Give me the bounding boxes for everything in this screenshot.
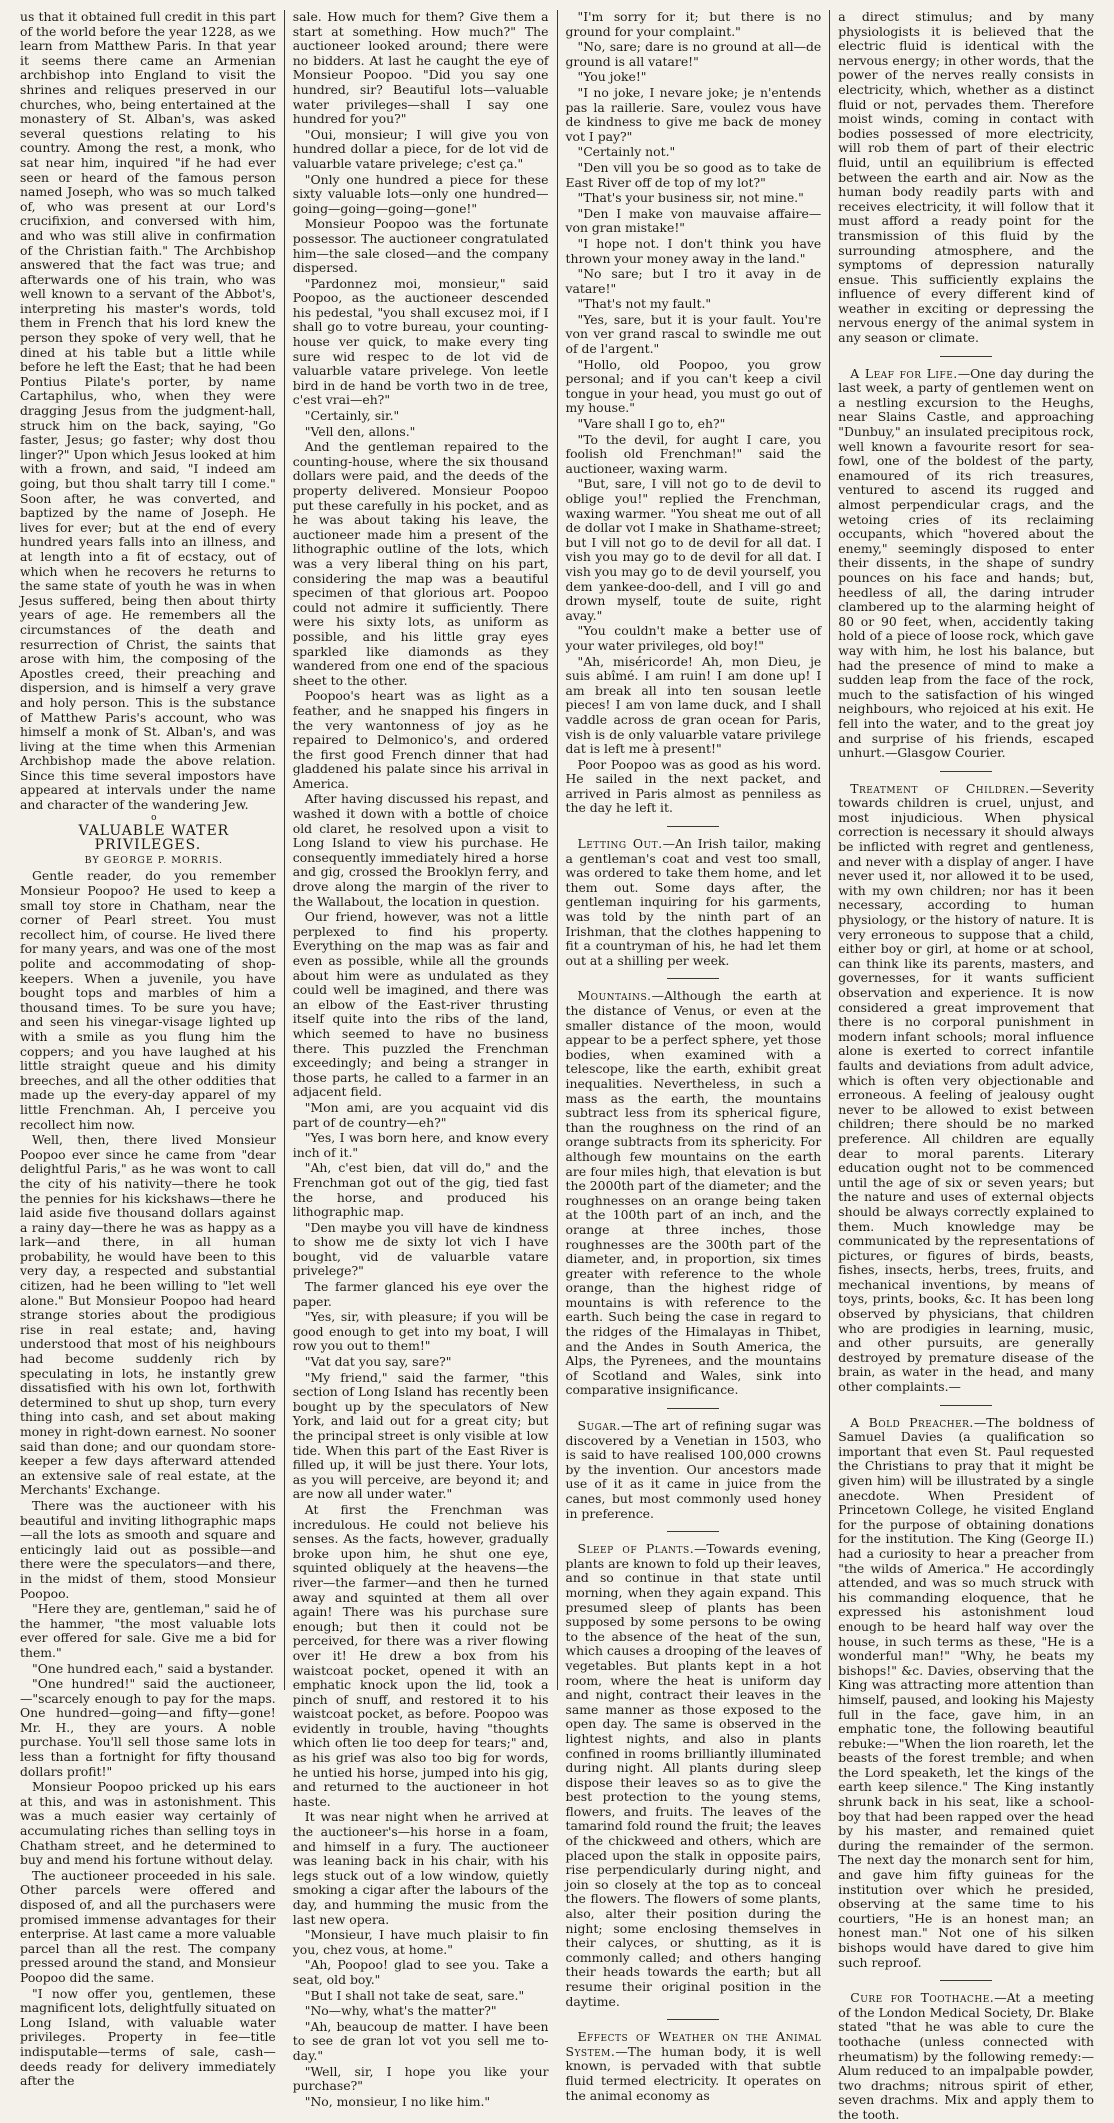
item-body: —The human body, it is well known, is pervaded with that subtle fluid termed electricity. It operates on the animal economy as xyxy=(565,2043,822,2103)
paragraph: sale. How much for them? Give them a start at something. How much?" The auctioneer looked around; there were no bidders. At last he caught the eye of Monsieur Poopoo. "Did you say one hundred, sir? Beautiful lots—valuable water privileges—shall I say one hundred for you?" xyxy=(292,9,549,127)
item-heading: Letting Out. xyxy=(577,836,663,852)
paragraph: "Ah, beaucoup de matter. I have been to see de gran lot vot you sell me to-day." xyxy=(292,2018,549,2063)
paragraph: "Oui, monsieur; I will give you von hundred dollar a piece, for de lot vid de valuarble vatare privelege; c'est ça." xyxy=(292,126,549,171)
item-divider xyxy=(940,1980,992,1981)
item-body: —Although the earth at the distance of Venus, or even at the smaller distance of the moon, would appear to be a perfect sphere, yet those bodies, when examined with a telescope, like the earth, exhibit great inequalities. Nevertheless, in such a mass as the earth, the mountains subtract less from its spherical figure, than the roughness on the rind of an orange subtracts from its sphericity. For although few mountains on the earth are four miles high, that elevation is but the 2000th part of the diameter; and the roughnesses on an orange being taken at the 100th part of an inch, and the orange at three inches, those roughnesses are the 300th part of the diameter, and, in proportion, six times greater with reference to the whole orange, than the highest ridge of mountains is with reference to the earth. Such being the case in regard to the ridges of the Himalayas in Thibet, and the Andes in South America, the Alps, the Pyrenees, and the mountains of Scotland and Wales, sink into comparative insignificance. xyxy=(565,988,822,1398)
paragraph: At first the Frenchman was incredulous. He could not believe his senses. As the facts, however, gradually broke upon him, he shut one eye, squinted obliquely at the heavens—the river—the farmer—and then he turned away and squinted at them all over again! There was his purchase sure enough; but then it could not be perceived, for there was a river flowing over it! He drew a box from his waistcoat pocket, opened it with an emphatic knock upon the lid, took a pinch of snuff, and restored it to his waistcoat pocket, as before. Poopoo was evidently in trouble, having "thoughts which often lie too deep for tears;" and, as his grief was also too big for words, he untied his horse, jumped into his gig, and returned to the auctioneer in hot haste. xyxy=(292,1501,549,1809)
paragraph: Well, then, there lived Monsieur Poopoo ever since he came from "dear delightful Paris," as he was wont to call the city of his nativity—there he took the pennies for his kickshaws—there he laid aside five thousand dollars against a rainy day—there he was as happy as a lark—and there, in all human probability, he would have been to this very day, a respected and substantial citizen, had he been willing to "let well alone." But Monsieur Poopoo had heard strange stories about the prodigious rise in real estate; and, having understood that most of his neighbours had become suddenly rich by speculating in lots, he instantly grew dissatisfied with his own lot, forthwith determined to shut up shop, turn every thing into cash, and set about making money in right-down earnest. No sooner said than done; and our quondam store-keeper a few days afterward attended an extensive sale of real estate, at the Merchants' Exchange. xyxy=(20,1132,276,1498)
paragraph: "I now offer you, gentlemen, these magnificent lots, delightfully situated on Long Island, with valuable water privileges. Property in fee—title indisputable—terms of sale, cash—deeds ready for delivery immediately after the xyxy=(20,1985,276,2089)
news-item-treatment-of-children xyxy=(838,782,1094,1395)
paragraph: Monsieur Poopoo pricked up his ears at this, and was in astonishment. This was a much easier way certainly of accumulating riches than selling toys in Chatham street, and he determined to buy and mend his fortune without delay. xyxy=(20,1779,276,1868)
paragraph: "I no joke, I nevare joke; je n'entends pas la raillerie. Sare, voulez vous have de kindness to give me back de money vot I pay?" xyxy=(565,84,822,144)
column-4 xyxy=(829,9,1102,2122)
item-heading: Sleep of Plants. xyxy=(577,1541,695,1557)
news-item-mountains xyxy=(566,989,822,1398)
item-divider xyxy=(667,1408,719,1409)
item-body: —The boldness of Samuel Davies (a qualification so important that even St. Paul requested the Christians to pray that it might be given him) will be illustrated by a single anecdote. When President of Princetown College, he visited England for the purpose of obtaining donations for the institution. The King (George II.) had a curiosity to hear a preacher from "the wilds of America." He accordingly attended, and was so much struck with his commanding eloquence, that he expressed his astonishment loud enough to be heard half way over the house, in such terms as these, "He is a wonderful man!" "Why, he beats my bishops!" &c. Davies, observing that the King was attracting more attention than himself, paused, and looking his Majesty full in the face, gave him, in an emphatic tone, the following beautiful rebuke:—"When the lion roareth, let the beasts of the forest tremble; and when the Lord speaketh, let the kings of the earth keep silence." The King instantly shrunk back in his seat, like a school-boy that had been rapped over the head by his master, and remained quiet during the remainder of the sermon. The next day the monarch sent for him, and gave him fifty guineas for the institution over which he presided, observing at the same time to his courtiers, "He is an honest man; an honest man." Not one of his silken bishops would have dared to give him such reproof. xyxy=(838,1414,1094,1970)
paragraph: "One hundred each," said a bystander. xyxy=(32,1660,274,1676)
paragraph: The farmer glanced his eye over the paper. xyxy=(292,1279,549,1309)
item-body: —Severity towards children is cruel, unjust, and most injudicious. When physical correction is necessary it should always be inflicted with regret and gentleness, and never with a display of anger. I have never used it, nor allowed it to be used, with my own children; nor has it been necessary, according to human physiology, or the history of nature. It is very erroneous to suppose that a child, either boy or girl, at home or at school, can think like its parents, masters, and governesses, for it wants sufficient observation and experience. It is now considered a great improvement that there is no corporal punishment in modern infant schools; moral influence alone is exerted to correct infantile faults and deviations from adult advice, which is often very objectionable and erroneous. A feeling of jealousy ought never to be allowed to exist between children; there should be no marked preference. All children are equally dear to moral parents. Literary education ought not to be commenced until the age of six or seven years; but the nature and uses of external objects should be always correctly explained to them. Much knowledge may be communicated by the representations of pictures, or figures of birds, beasts, fishes, insects, herbs, trees, fruits, and mechanical inventions, by means of toys, prints, books, &c. It has been long observed by physicians, that children who are prodigies in learning, music, and other pursuits, are generally destroyed by premature disease of the brain, as water in the head, and many other complaints.— xyxy=(838,780,1094,1395)
paragraph: "Monsieur, I have much plaisir to fin you, chez vous, at home." xyxy=(292,1927,549,1957)
paragraph: The auctioneer proceeded in his sale. Other parcels were offered and disposed of, and all the purchasers were promised immense advantages for their enterprise. At last came a more valuable parcel than all the rest. The company pressed around the stand, and Monsieur Poopoo did the same. xyxy=(20,1867,276,1985)
column-2 xyxy=(284,9,557,2109)
paragraph: "No sare; but I tro it avay in de vatare!" xyxy=(565,266,822,296)
item-divider xyxy=(667,826,719,827)
item-divider xyxy=(667,978,719,979)
paragraph: "Yes, sare, but it is your fault. You're von ver grand rascal to swindle me out of de l'argent." xyxy=(565,311,822,357)
paragraph: "Mon ami, are you acquaint vid dis part of de country—eh?" xyxy=(292,1099,549,1130)
paragraph: "But, sare, I vill not go to de devil to oblige you!" replied the Frenchman, waxing warmer. "You sheat me out of all de dollar vot I make in Shathame-street; but I vill not go to de devil for all dat. I vish you may go to de devil for all dat. I vish you may go to de devil yourself, you dem yankee-doo-dell, and I vill go and drown myself, toute de suite, right avay." xyxy=(565,476,822,623)
item-divider xyxy=(940,356,992,357)
news-item-sugar xyxy=(566,1419,822,1521)
item-body: —The art of refining sugar was discovered by a Venetian in 1503, who is said to have realised 100,000 crowns by the invention. Our ancestors made use of it as it came in juice from the canes, but most commonly used honey in preference. xyxy=(565,1418,822,1521)
paragraph: "That's not my fault." xyxy=(577,296,712,312)
item-heading: Sugar. xyxy=(577,1418,621,1434)
item-heading: A Leaf for Life. xyxy=(850,365,958,381)
paragraph: There was the auctioneer with his beautiful and inviting lithographic maps—all the lots as smooth and square and enticingly laid out as possible—and there were the speculators—and there, in the midst of them, stood Monsieur Poopoo. xyxy=(20,1497,276,1601)
section-divider: o xyxy=(151,812,157,823)
paragraph: "Only one hundred a piece for these sixty valuable lots—only one hundred—going—going—going—gone!" xyxy=(292,171,549,216)
item-heading: A Bold Preacher. xyxy=(850,1414,974,1430)
paragraph: Monsieur Poopoo was the fortunate possessor. The auctioneer congratulated him—the sale closed—and the company dispersed. xyxy=(292,216,549,276)
item-heading: Effects of Weather on the Animal System. xyxy=(565,2029,822,2059)
weather-effects-continued: a direct stimulus; and by many physiologists it is believed that the electric fluid is identical with the nervous energy; in other words, that the power of the nerves really consists in electricity, which, whether as a distinct fluid or not, pervades them. Therefore moist winds, coming in contact with bodies possessed of more electricity, will rob them of part of their electric fluid, until an equilibrium is effected between the earth and air. Now as the human body readily parts with and receives electricity, it will follow that it must afford a ready point for the transmission of this fluid by the surrounding atmosphere, and the symptoms of depression naturally ensue. This sufficiently explains the influence of every different kind of weather in exciting or depressing the nervous energy of the animal system in any season or climate. xyxy=(838,9,1094,346)
paragraph: It was near night when he arrived at the auctioneer's—his horse in a foam, and himself in a fury. The auctioneer was leaning back in his chair, with his legs stuck out of a low window, quietly smoking a cigar after the labours of the day, and humming the music from the last new opera. xyxy=(292,1809,549,1927)
paragraph: "That's your business sir, not mine." xyxy=(577,190,804,206)
item-divider xyxy=(940,771,992,772)
paragraph: "But I shall not take de seat, sare." xyxy=(304,1987,525,2003)
paragraph: "Yes, I was born here, and know every inch of it." xyxy=(292,1130,549,1160)
paragraph: "I hope not. I don't think you have thrown your money away in the land." xyxy=(565,235,822,266)
paragraph: "Here they are, gentleman," said he of the hammer, "the most valuable lots ever offered for sale. Give me a bid for them." xyxy=(20,1601,276,1660)
paragraph: "You joke!" xyxy=(577,69,647,85)
paragraph: "Certainly not." xyxy=(577,144,676,160)
paragraph: Gentle reader, do you remember Monsieur Poopoo? He used to keep a small toy store in Chatham, near the corner of Pearl street. You must recollect him, of course. He lived there for many years, and was one of the most polite and accommodating of shop-keepers. When a juvenile, you have bought tops and marbles of him a thousand times. To be sure you have; and seen his vinegar-visage lighted up with a smile as you flung him the coppers; and you have laughed at his little straight queue and his dimity breeches, and all the other oddities that made up the every-day apparel of my little Frenchman. Ah, I perceive you recollect him now. xyxy=(20,868,276,1132)
item-divider xyxy=(667,1531,719,1532)
column-3 xyxy=(557,9,830,2103)
paragraph: "Ah, c'est bien, dat vill do," and the Frenchman got out of the gig, tied fast the horse, and produced his lithographic map. xyxy=(292,1160,549,1220)
paragraph: "Ah, miséricorde! Ah, mon Dieu, je suis abîmé. I am ruin! I am done up! I am break all into ten sousan leetle pieces! I am von lame duck, and I shall vaddle across de gran ocean for Paris, vish is de only valuarble vatare privilege dat is left me à present!" xyxy=(565,653,822,757)
paragraph: "To the devil, for aught I care, you foolish old Frenchman!" said the auctioneer, waxing warm. xyxy=(565,431,822,476)
paragraph: Poor Poopoo was as good as his word. He sailed in the next packet, and arrived in Paris almost as penniless as the day he left it. xyxy=(565,756,822,816)
paragraph: "My friend," said the farmer, "this section of Long Island has recently been bought up by the speculators of New York, and laid out for a great city; but the principal street is only visible at low tide. When this part of the East River is filled up, it will be just there. Your lots, as you will perceive, are beyond it; and are now all under water." xyxy=(292,1369,549,1502)
paragraph: "You couldn't make a better use of your water privileges, old boy!" xyxy=(565,623,822,653)
item-divider xyxy=(667,2019,719,2020)
paragraph: "No, monsieur, I no like him." xyxy=(304,2093,491,2109)
paragraph: "I'm sorry for it; but there is no ground for your complaint." xyxy=(565,9,822,39)
paragraph: "One hundred!" said the auctioneer,—"scarcely enough to pay for the maps. One hundred—going—and fifty—gone! Mr. H., they are yours. A noble purchase. You'll sell those same lots in less than a fortnight for fifty thousand dollars profit!" xyxy=(20,1676,276,1779)
item-body: —One day during the last week, a party of gentlemen went on a nestling excursion to the Heughs, near Slains Castle, and approaching "Dunbuy," an insulated precipitous rock, well known a favourite resort for sea-fowl, one of the boldest of the party, enamoured of its rich treasures, ventured to ascend its rugged and almost perpendicular crags, and the wetoing cries of its reclaiming occupants, which "hovered about the enemy," seemingly disposed to enter their dissents, in the shape of sundry pounces on his face and hands; but, heedless of all, the daring intruder clambered up to the alarming height of 80 or 90 feet, when, accidently taking hold of a piece of loose rock, which gave way with him, he lost his balance, but had the presence of mind to make a sudden leap from the face of the rock, much to the satisfaction of his winged neighbours, who rejoiced at his exit. He fell into the water, and to the great joy and surprise of his friends, escaped unhurt.—Glasgow Courier. xyxy=(838,365,1094,761)
paragraph: Our friend, however, was not a little perplexed to find his property. Everything on the map was as fair and even as possible, while all the grounds about him were as undulated as they could well be imagined, and there was an elbow of the East-river thrusting itself quite into the ribs of the land, which seemed to have no business there. This puzzled the Frenchman exceedingly; and being a stranger in those parts, he called to a farmer in an adjacent field. xyxy=(292,909,549,1100)
paragraph: "Certainly, sir." xyxy=(304,408,400,424)
news-item-sleep-of-plants xyxy=(566,1542,822,2009)
paragraph: "Den vill you be so good as to take de East River off de top of my lot?" xyxy=(565,159,822,190)
column-1 xyxy=(12,9,284,2089)
paragraph: "Den maybe you vill have de kindness to show me de sixty lot vich I have bought, vid de valuarble vatare privelege?" xyxy=(292,1219,549,1279)
paragraph: Poopoo's heart was as light as a feather, and he snapped his fingers in the very wantonness of joy as he repaired to Delmonico's, and ordered the first good French dinner that had gladdened his palate since his arrival in America. xyxy=(292,688,549,791)
paragraph: "Well, sir, I hope you like your purchase?" xyxy=(292,2063,549,2094)
paragraph: "Vat dat you say, sare?" xyxy=(304,1354,452,1370)
item-heading: Treatment of Children. xyxy=(850,780,1030,796)
paragraph: After having discussed his repast, and washed it down with a bottle of choice old claret, he resolved upon a visit to Long Island to view his purchase. He consequently immediately hired a horse and gig, crossed the Brooklyn ferry, and drove along the margin of the river to the Wallabout, the location in question. xyxy=(292,791,549,909)
paragraph: "Hollo, old Poopoo, you grow personal; and if you can't keep a civil tongue in your head, you must go out of my house." xyxy=(565,356,822,416)
item-body: —At a meeting of the London Medical Society, Dr. Blake stated "that he was able to cure the toothache (unless connected with rheumatism) by the following remedy:—Alum reduced to an impalpable powder, two drachms; nitrous spirit of ether, seven drachms. Mix and apply them to the tooth. xyxy=(838,1990,1094,2122)
item-body: —An Irish tailor, making a gentleman's coat and vest too small, was ordered to take them home, and let them out. Some days after, the gentleman inquiring for his garments, was told by the ninth part of an Irishman, that the clothes happening to fit a countryman of his, he had let them out at a shilling per week. xyxy=(565,836,822,968)
item-body: —Towards evening, plants are known to fold up their leaves, and so continue in that state until morning, when they again expand. This presumed sleep of plants has been supposed by some persons to be owing to the absence of the heat of the sun, which causes a drooping of the leaves of vegetables. But plants kept in a hot room, where the heat is uniform day and night, contract their leaves in the same manner as those exposed to the open day. The same is observed in the lightest nights, and also in plants confined in rooms brilliantly illuminated during night. All plants during sleep dispose their leaves so as to give the best protection to the young stems, flowers, and fruits. The leaves of the tamarind fold round the fruit; the leaves of the chickweed and others, which are placed upon the stalk in opposite pairs, rise perpendicularly during night, and join so closely at the top as to conceal the flowers. The flowers of some plants, also, alter their position during the night; some enclosing themselves in their calyces, or shutting, as it is commonly called; and others hanging their heads towards the earth; but all resume their original position in the daytime. xyxy=(565,1541,822,2009)
article-title: VALUABLE WATER PRIVILEGES. xyxy=(78,822,230,854)
news-item-cure-for-toothache xyxy=(838,1991,1094,2122)
news-item-bold-preacher xyxy=(838,1416,1094,1971)
wandering-jew-conclusion: us that it obtained full credit in this part of the world before the year 1228, as we learn from Matthew Paris. In that year it seems there came an Armenian archbishop into England to visit the shrines and reliques preserved in our churches, who, being entertained at the monastery of St. Alban's, was asked several questions relating to his country. Among the rest, a monk, who sat near him, inquired "if he had ever seen or heard of the famous person named Joseph, who was so much talked of, who was present at our Lord's crucifixion, and conversed with him, and who was still alive in confirmation of the Christian faith." The Archbishop answered that the fact was true; and afterwards one of his train, who was well known to a servant of the Abbot's, interpreting his master's words, told them in French that his lord knew the person they spoke of very well, that he dined at his table but a little while before he left the East; that he had been Pontius Pilate's porter, by name Cartaphilus, who, when they were dragging Jesus from the judgment-hall, struck him on the back, saying, "Go faster, Jesus; go faster; why dost thou linger?" Upon which Jesus looked at him with a frown, and said, "I indeed am going, but thou shalt tarry till I come." Soon after, he was converted, and baptized by the name of Joseph. He lives for ever; but at the end of every hundred years falls into an illness, and at length into a fit of ecstacy, out of which when he recovers he returns to the same state of youth he was in when Jesus suffered, being then about thirty years of age. He remembers all the circumstances of the death and resurrection of Christ, the saints that arose with him, the composing of the Apostles creed, their preaching and dispersion, and is himself a very grave and holy person. This is the substance of Matthew Paris's account, who was himself a monk of St. Alban's, and was living at the time when this Armenian Archbishop made the above relation. Since this time several impostors have appeared at intervals under the name and character of the wandering Jew. xyxy=(20,9,276,813)
paragraph: "Den I make von mauvaise affaire—von gran mistake!" xyxy=(565,205,822,236)
paragraph: "No—why, what's the matter?" xyxy=(304,2003,497,2019)
paragraph: "Vell den, allons." xyxy=(304,423,416,439)
paragraph: "Pardonnez moi, monsieur," said Poopoo, as the auctioneer descended his pedestal, "you shall excusez moi, if I shall go to votre bureau, your counting-house ver quick, to make every ting sure wid respec to de lot vid de valuarble vatare privelege. Von leetle bird in de hand be vorth two in de tree, c'est vrai—eh?" xyxy=(292,275,549,408)
paragraph: "Vare shall I go to, eh?" xyxy=(577,416,726,432)
paragraph: "No, sare; dare is no ground at all—de ground is all vatare!" xyxy=(565,39,822,69)
item-heading: Cure for Toothache. xyxy=(850,1990,995,2006)
paragraph: "Yes, sir, with pleasure; if you will be good enough to get into my boat, I will row you out to them!" xyxy=(292,1309,549,1354)
item-divider xyxy=(940,1405,992,1406)
news-item-leaf-for-life xyxy=(838,367,1094,761)
article-byline: BY GEORGE P. MORRIS. xyxy=(84,854,224,866)
paragraph: And the gentleman repaired to the counting-house, where the six thousand dollars were paid, and the deeds of the property delivered. Monsieur Poopoo put these carefully in his pocket, and as he was about taking his leave, the auctioneer made him a present of the lithographic outline of the lots, which was a very liberal thing on his part, considering the map was a beautiful specimen of that glorious art. Poopoo could not admire it sufficiently. There were his sixty lots, as uniform as possible, and his little gray eyes sparkled like diamonds as they wandered from one end of the spacious sheet to the other. xyxy=(292,439,549,688)
news-item-letting-out xyxy=(566,837,822,968)
item-heading: Mountains. xyxy=(577,988,652,1004)
paragraph: "Ah, Poopoo! glad to see you. Take a seat, old boy." xyxy=(292,1957,549,1987)
news-item-weather-effects xyxy=(566,2030,822,2103)
